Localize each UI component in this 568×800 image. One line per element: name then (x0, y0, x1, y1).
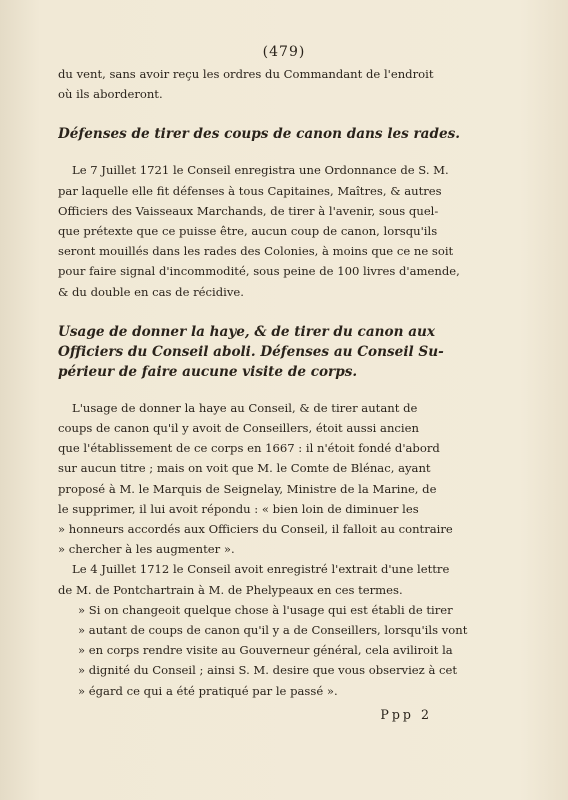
section-heading-cannon-defenses (58, 124, 488, 144)
text-line: » honneurs accordés aux Officiers du Conseil, il falloit au contraire (58, 522, 453, 537)
text-line: que prétexte que ce puisse être, aucun coup de canon, lorsqu'ils (58, 224, 438, 239)
text-line: le supprimer, il lui avoit répondu : « bien loin de diminuer les (58, 501, 419, 516)
text-line: proposé à M. le Marquis de Seignelay, Ministre de la Marine, de (58, 481, 437, 496)
heading-line: Officiers du Conseil aboli. Défenses au Conseil Su- (58, 343, 444, 360)
heading-line: Usage de donner la haye, & de tirer du canon aux (58, 323, 435, 340)
text-line: sur aucun titre ; mais on voit que M. le Comte de Blénac, ayant (58, 461, 431, 476)
text-line: où ils aborderont. (58, 87, 163, 102)
text-line: Le 4 Juillet 1712 le Conseil avoit enregistré l'extrait d'une lettre (72, 562, 450, 577)
text-line: & du double en cas de récidive. (58, 284, 244, 299)
text-line: » égard ce qui a été pratiqué par le passé ». (78, 683, 338, 698)
text-line: seront mouillés dans les rades des Colonies, à moins que ce ne soit (58, 244, 454, 259)
text-line: que l'établissement de ce corps en 1667 : il n'étoit fondé d'abord (58, 441, 440, 456)
text-line: » autant de coups de canon qu'il y a de Conseillers, lorsqu'ils vont (78, 623, 468, 638)
text-line: coups de canon qu'il y avoit de Conseillers, étoit aussi ancien (58, 421, 419, 436)
section-heading-haye-usage (58, 322, 488, 382)
paragraph-haye-history (58, 398, 488, 560)
quoted-letter (58, 600, 488, 701)
spacer (58, 144, 488, 160)
page-number: (479) (262, 44, 306, 60)
text-line: Officiers des Vaisseaux Marchands, de tirer à l'avenir, sous quel- (58, 203, 439, 218)
paragraph-letter-1712 (58, 559, 488, 599)
text-line: » Si on changeoit quelque chose à l'usage qui est établi de tirer (78, 602, 453, 617)
text-line: par laquelle elle fit défenses à tous Capitaines, Maîtres, & autres (58, 183, 442, 198)
text-line: pour faire signal d'incommodité, sous peine de 100 livres d'amende, (58, 264, 460, 279)
spacer (58, 104, 488, 124)
text-line: » en corps rendre visite au Gouverneur général, cela aviliroit la (78, 643, 453, 658)
text-line: du vent, sans avoir reçu les ordres du Commandant de l'endroit (58, 67, 434, 81)
page-content (58, 64, 488, 725)
heading-line: Défenses de tirer des coups de canon dans les rades. (58, 126, 461, 143)
paragraph-ordonnance-1721 (58, 160, 488, 301)
text-line: » dignité du Conseil ; ainsi S. M. desire que vous observiez à cet (78, 663, 458, 678)
intro-paragraph (58, 64, 488, 104)
spacer (58, 382, 488, 398)
signature-mark: Ppp 2 (380, 706, 432, 722)
heading-line: périeur de faire aucune visite de corps. (58, 363, 358, 380)
text-line: de M. de Pontchartrain à M. de Phelypeaux en ces termes. (58, 582, 403, 597)
text-line: » chercher à les augmenter ». (58, 542, 235, 557)
spacer (58, 302, 488, 322)
text-line: L'usage de donner la haye au Conseil, & de tirer autant de (72, 400, 418, 415)
text-line: Le 7 Juillet 1721 le Conseil enregistra une Ordonnance de S. M. (72, 163, 449, 178)
